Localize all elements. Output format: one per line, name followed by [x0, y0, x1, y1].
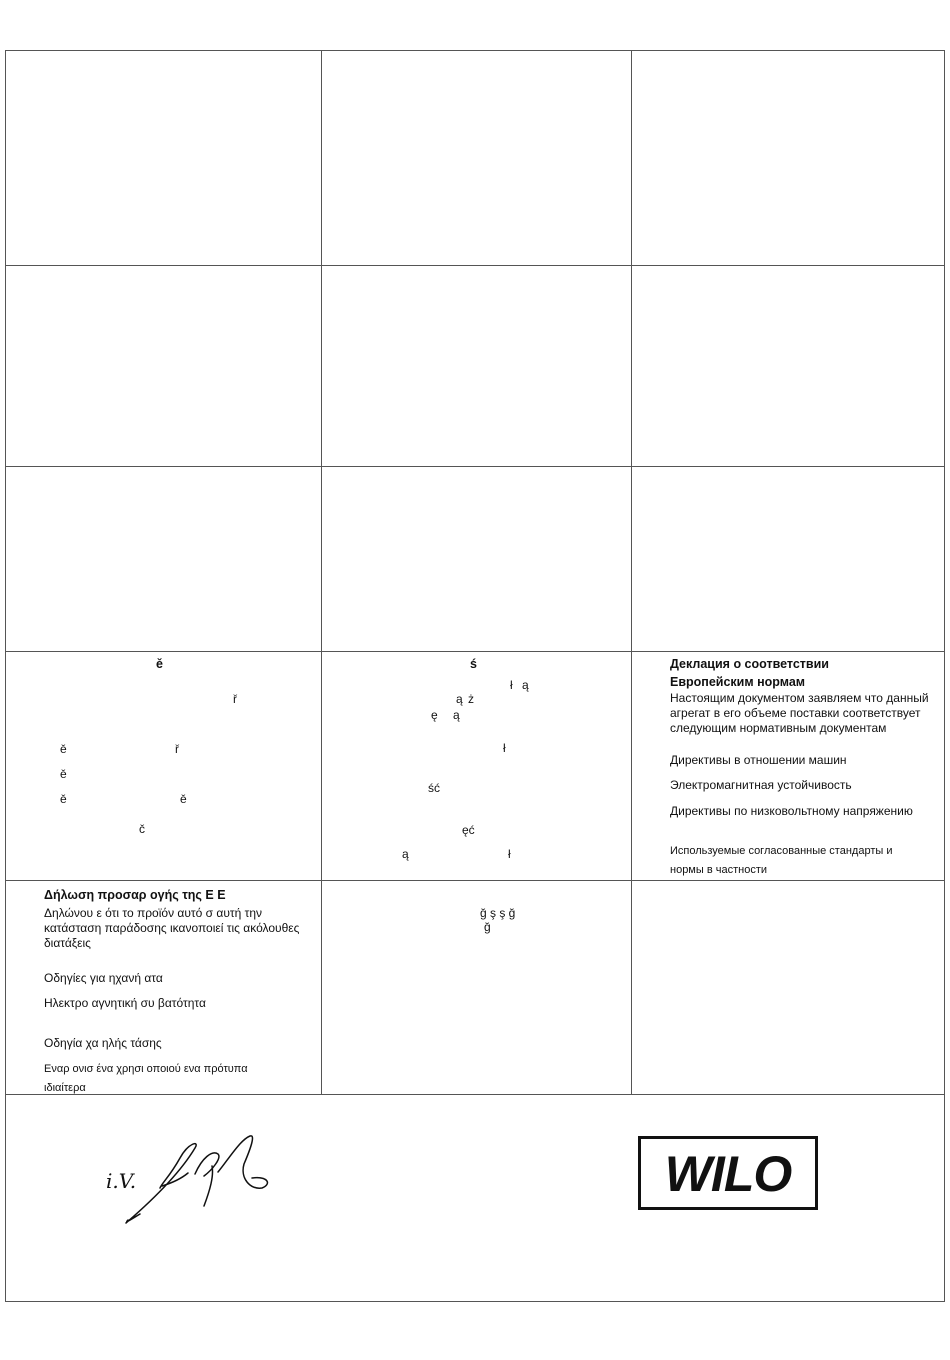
signature: [100, 1128, 275, 1228]
russian-standards: нормы в частности: [670, 864, 767, 876]
row-divider-4: [5, 880, 945, 881]
greek-standards: Εναρ ονισ ένα χρησι οποιού ενα πρότυπα: [44, 1063, 248, 1075]
column-divider-1: [321, 50, 322, 1094]
russian-intro: следующим нормативным документам: [670, 721, 887, 735]
polish-title: ś: [470, 657, 477, 671]
russian-intro: Настоящим документом заявляем что данный: [670, 691, 929, 705]
polish-line: ą ż: [456, 692, 475, 706]
greek-emc-directive: Ηλεκτρο αγνητική συ βατότητα: [44, 996, 206, 1010]
greek-machinery-directive: Οδηγίες για ηχανή ατα: [44, 971, 163, 985]
greek-lowvoltage-directive: Οδηγία χα ηλής τάσης: [44, 1036, 162, 1050]
russian-lowvoltage-directive: Директивы по низковольтному напряжению: [670, 804, 913, 818]
column-divider-2: [631, 50, 632, 1094]
russian-title: Европейским нормам: [670, 675, 806, 689]
wilo-logo-text: WILO: [664, 1146, 792, 1202]
greek-intro: διατάξεις: [44, 936, 91, 950]
polish-line: ą ł: [402, 847, 511, 861]
russian-emc-directive: Электромагнитная устойчивость: [670, 778, 852, 792]
wilo-logo: [638, 1136, 818, 1210]
polish-line: ę ą: [431, 708, 460, 722]
czech-line: ě ř: [60, 742, 180, 756]
russian-intro: агрегат в его объеме поставки соответствует: [670, 706, 921, 720]
turkish-line: ğ: [484, 920, 491, 934]
greek-standards: ιδιαίτερα: [44, 1082, 86, 1094]
czech-line: ě: [60, 767, 67, 781]
russian-standards: Используемые согласованные стандарты и: [670, 845, 893, 857]
row-divider-2: [5, 466, 945, 467]
turkish-line: ğ ş ş ğ: [480, 906, 516, 920]
polish-line: ł: [503, 741, 506, 755]
row-divider-3: [5, 651, 945, 652]
polish-line: ść: [428, 781, 440, 795]
czech-line: ě ě: [60, 792, 187, 806]
russian-title: Деклация о соответствии: [670, 657, 829, 671]
greek-intro: κατάσταση παράδοσης ικανοποιεί τις ακόλουθες: [44, 921, 300, 935]
polish-line: ęć: [462, 823, 475, 837]
row-divider-1: [5, 265, 945, 266]
polish-line: ł ą: [510, 678, 529, 692]
row-divider-5: [5, 1094, 945, 1095]
czech-line: ř: [233, 692, 237, 706]
czech-title: ě: [156, 657, 163, 671]
greek-intro: Δηλώνου ε ότι το προϊόν αυτό σ αυτή την: [44, 906, 263, 920]
czech-line: č: [139, 822, 145, 836]
russian-machinery-directive: Директивы в отношении машин: [670, 753, 847, 767]
signature-initials: i.V.: [106, 1169, 137, 1193]
greek-title: Δήλωση προσαρ ογής της Ε Ε: [44, 888, 226, 902]
